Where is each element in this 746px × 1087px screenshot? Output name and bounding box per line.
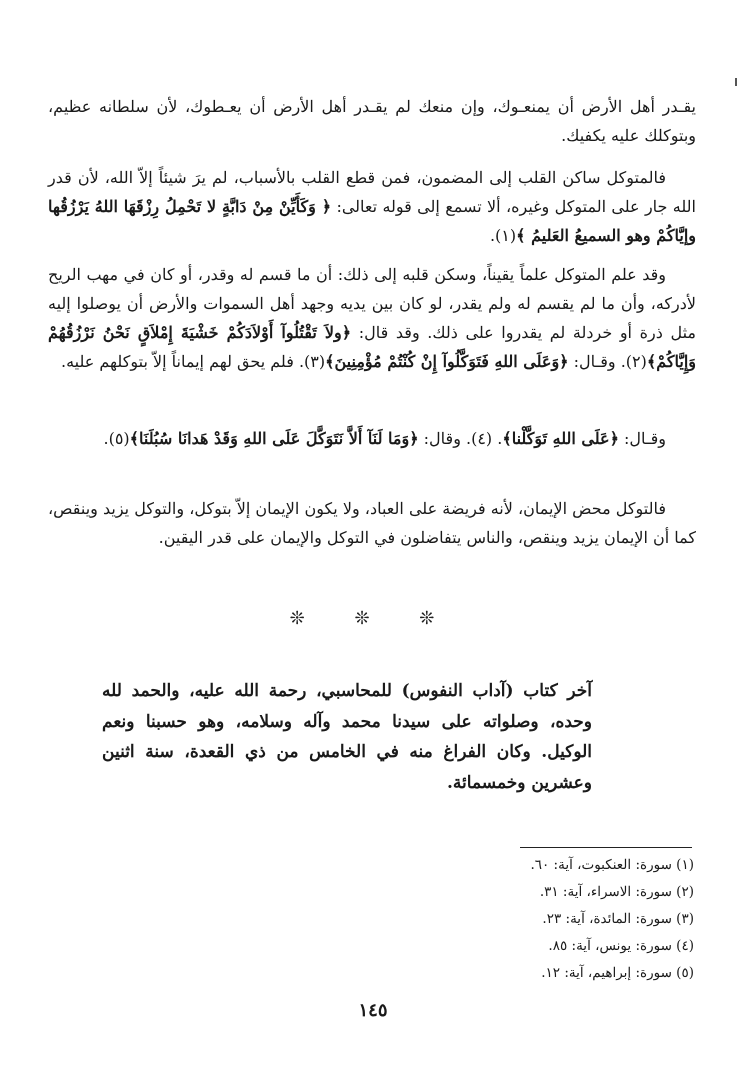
page-number: ١٤٥ xyxy=(358,1000,388,1021)
quran-verse: ﴿عَلَى اللهِ تَوَكَّلْنا﴾ xyxy=(502,429,619,448)
footnote-ref: (١). xyxy=(489,226,517,245)
paragraph-1 xyxy=(48,92,696,150)
footnote-item: (٢) سورة: الاسراء، آية: ٣١. xyxy=(539,884,694,900)
paragraph-1-text: يقـدر أهل الأرض أن يمنعـوك، وإن منعك لم يقـدر أهل الأرض أن يعـطوك، لأن سلطانه عظيم، وبتوكلك عليه يكفيك. xyxy=(48,97,696,145)
scan-edge-mark xyxy=(735,78,737,86)
footnote-item: (٣) سورة: المائدة، آية: ٢٣. xyxy=(542,911,694,927)
footnote-divider xyxy=(520,847,692,848)
footnote-ref: (٢). وقـال: xyxy=(568,352,647,371)
paragraph-4-text: وقـال: xyxy=(618,429,666,448)
paragraph-5 xyxy=(48,494,696,552)
paragraph-3-text-end: (٣). فلم يحق لهم إيماناً إلاّ بتوكلهم عليه. xyxy=(60,352,326,371)
paragraph-2 xyxy=(48,163,696,250)
paragraph-4 xyxy=(48,424,696,453)
quran-verse: ﴿وَعَلَى اللهِ فَتَوَكَّلُوآ إِنْ كُنْتُمْ مُؤْمِنِينَ﴾ xyxy=(325,352,569,371)
paragraph-5-text: فالتوكل محض الإيمان، لأنه فريضة على العباد، ولا يكون الإيمان إلاّ بتوكل، والتوكل يزيد وينقص، كما أن الإيمان يزيد وينقص، والناس يتفاضلون في التوكل والإيمان على قدر اليقين. xyxy=(48,499,696,547)
footnote-ref: (٥). xyxy=(103,429,130,448)
quran-verse: ﴿ وَكَأَيِّنْ مِنْ دَابَّةٍ لا تَحْمِلُ رِزْقَهَا اللهُ يَرْزُقُها وإيَّاكُمْ وهو السميعُ العَليمُ ﴾ xyxy=(48,197,696,245)
footnote-item: (١) سورة: العنكبوت، آية: ٦٠. xyxy=(530,857,694,873)
footnote-ref: . (٤). وقال: xyxy=(418,429,503,448)
quran-verse: ﴿ولاَ تَقْتُلُوآ أَوْلاَدَكُمْ خَشْيَةَ إِمْلاَقٍ نَحْنُ نَرْزُقُهُمْ وَإِيَّاكُمْ﴾ xyxy=(48,323,696,371)
footnotes-list xyxy=(394,852,694,987)
footnote-item: (٤) سورة: يونس، آية: ٨٥. xyxy=(548,938,694,954)
paragraph-2-text: فالمتوكل ساكن القلب إلى المضمون، فمن قطع القلب بالأسباب، لم يرَ شيئاً إلاّ الله، لأن قدر الله جار على المتوكل وغيره، ألا تسمع إلى قوله تعالى: xyxy=(48,168,696,216)
paragraph-3 xyxy=(48,260,696,376)
footnote-item: (٥) سورة: إبراهيم، آية: ١٢. xyxy=(541,965,694,981)
quran-verse: ﴿وَمَا لَنَآ أَلاَّ نَتَوَكَّلَ عَلَى اللهِ وَقَدْ هَدانَا سُبُلَنَا﴾ xyxy=(129,429,419,448)
colophon: آخر كتاب (آداب النفوس) للمحاسبي، رحمة الله عليه، والحمد لله وحده، وصلواته على سيدنا محمد وآله وسلامه، وهو حسبنا ونعم الوكيل. وكان الفراغ منه في الخامس من ذي القعدة، سنة اثنين وعشرين وخمسمائة. xyxy=(102,681,592,793)
section-separator: ❊ ❊ ❊ xyxy=(289,608,457,629)
paragraph-3-text: وقد علم المتوكل علماً يقيناً، وسكن قلبه إلى ذلك: أن ما قسم له وقدر، أو كان في مهب الريح لأدركه، وأن ما لم يقسم له ولم يقدر، لو كان بين يديه وجهد أهل السموات والأرض أن يوصلوا إليه مثل ذرة أو خردلة لم يقدروا على ذلك. وقد قال: xyxy=(48,265,696,342)
